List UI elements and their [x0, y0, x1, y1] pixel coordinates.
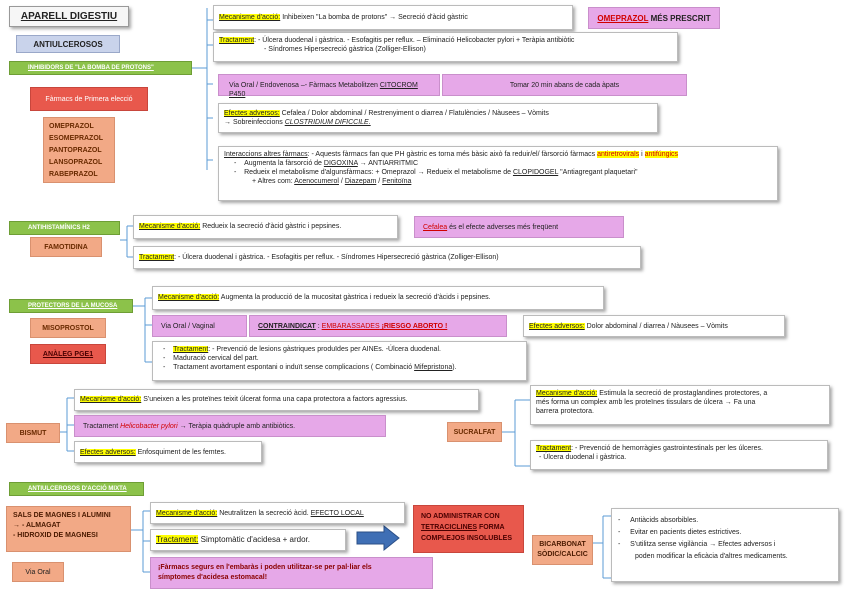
- subtitle-box: [16, 35, 120, 53]
- s1-interactions: Interaccions altres fàrmacs: - Aquests fàrmacs fan que PH gàstric es torna més bàsic això fa reduir/el/ fàrsorció fàrmacs antiretrovirals i antifúngics - Augmenta la fàrsorció de DIGOXINA → ANTIARRITMIC - Redueix el metabolisme d'algunsfàrmacs: + Omeprazol → Redueix el metabolisme de CLOPIDOGEL "Antiagregant plaquetari" + Altres com: Acenocumerol / Diazepam / Fenitoïna: [218, 146, 778, 201]
- sucralfat-treat-line2: - Úlcera duodenal i gàstrica.: [539, 454, 627, 461]
- s3-drug: [30, 318, 106, 338]
- sucralfat-treat-label: Tractament: [536, 445, 572, 452]
- s1-adv-line2-prefix: → Sobreinfeccions: [224, 119, 285, 126]
- s3-treat-label: Tractament: [173, 346, 209, 353]
- s3-treat-line3-suffix: ).: [452, 364, 457, 371]
- s1-adv-bug: CLOSTRIDIUM DIFICCILE.: [284, 119, 371, 126]
- s7-drug-line1: BICARBONAT: [539, 541, 586, 548]
- drug-omeprazol: OMEPRAZOL: [49, 123, 94, 130]
- s2-mechanism: [133, 215, 398, 239]
- s3-route-text: Via Oral / Vaginal: [161, 323, 215, 330]
- s1-inter-hl1: antiretrovirals: [597, 151, 640, 158]
- s6-drug: [6, 506, 131, 552]
- s2-mech-text: Redueix la secreció d'àcid gàstric i pepsines.: [200, 223, 342, 230]
- s1-inter-fen: Fenitoïna: [382, 178, 412, 185]
- s3-contra-mid: :: [315, 323, 322, 330]
- s6-treat-label: Tractament:: [156, 535, 199, 544]
- s1-inter-line4-prefix: + Altres com:: [252, 178, 295, 185]
- s3-header: [9, 299, 133, 313]
- arrow-icon: [357, 526, 399, 550]
- s3-mech-label: Mecanisme d'acció:: [158, 294, 220, 301]
- sucralfat-treat-line1: : - Prevenció de hemorràgies gastrointestinals per les úlceres.: [571, 445, 763, 452]
- s1-most-prescribed: [588, 7, 720, 29]
- s1-mechanism: [213, 5, 573, 30]
- s6-mech-effect: EFECTO LOCAL: [310, 510, 364, 517]
- page-title-text: APARELL DIGESTIU: [20, 11, 118, 22]
- s6-header: [9, 482, 144, 496]
- bismut-mech-text: S'uneixen a les proteïnes teixit úlcerat forma una capa protectora a factors agressius.: [141, 396, 408, 403]
- s1-treatment: [213, 32, 678, 62]
- s3-mechanism: [152, 286, 604, 310]
- bismut-treat-prefix: Tractament: [83, 423, 121, 430]
- s1-inter-and: i: [639, 151, 645, 158]
- s1-adverse: [218, 103, 658, 133]
- s2-note: [414, 216, 624, 238]
- s3-treat-line3-prefix: Tractament avortament espontani o induït sense complicacions ( Combinació: [173, 364, 415, 371]
- s3-contra-emb: EMBARASSADES: [321, 323, 380, 330]
- s3-treatment: - Tractament: - Prevenció de lesions gàstriques produïdes per AINEs. -Úlcera duodenal. - Maduració cervical del part. - Tractament avortament espontani o induït sense complicacions ( Combinació Mifepristona).: [152, 341, 527, 381]
- s1-inter-hl2: antifúngics: [644, 151, 679, 158]
- s7-bullet-1: - Antiàcids absorbibles.: [618, 517, 699, 524]
- s6-drug-line3: - HIDROXID DE MAGNESI: [13, 532, 98, 539]
- s6-treat-text: Simptomàtic d'acidesa + ardor.: [198, 535, 310, 544]
- bismut-mech-label: Mecanisme d'acció:: [80, 396, 142, 403]
- s1-drug-list: [43, 117, 115, 183]
- s6-preg-line2: símptomes d'acidesa estomacal!: [158, 574, 268, 581]
- s1-adv-line1: Cefalea / Dolor abdominal / Restrenyiment o diarrea / Flatulències / Nàusees – Vòmits: [279, 110, 549, 117]
- s6-route: [12, 562, 64, 582]
- s1-inter-sep2: /: [376, 178, 383, 185]
- s1-first-choice: [30, 87, 148, 111]
- s1-header: [9, 61, 192, 75]
- s2-drug: [30, 237, 102, 257]
- sucralfat-mech-line3: barrera protectora.: [536, 408, 594, 415]
- s7-bullet-3: - S'utilitza sense vigilància → Efectes adversos i: [618, 541, 776, 548]
- s1-inter-label: Interaccions altres fàrmacs: [224, 151, 308, 158]
- drug-pantoprazol: PANTOPRAZOL: [49, 147, 102, 154]
- s6-treatment: [150, 529, 346, 551]
- s6-warn-line2-suffix: FORMA: [477, 524, 505, 531]
- s1-inter-sep1: /: [338, 178, 345, 185]
- s1-most-drug: OMEPRAZOL: [597, 13, 649, 23]
- s1-timing: [442, 74, 687, 96]
- s3-adv-text: Dolor abdominal / diarrea / Nàusees – Vòmits: [584, 323, 728, 330]
- s6-header-text: ANTIULCEROSOS D'ACCIÓ MIXTA: [28, 486, 127, 492]
- bismut-drug-text: BISMUT: [19, 429, 47, 437]
- s1-mech-label: Mecanisme d'acció:: [219, 14, 281, 21]
- s1-inter-line3-suffix: "Antiagregant plaquetari": [558, 169, 638, 176]
- s1-header-text: INHIBIDORS DE "LA BOMBA DE PROTONS": [28, 65, 154, 71]
- s3-adv-label: Efectes adversos:: [529, 323, 585, 330]
- s6-mech-text: Neutralitzen la secreció àcid.: [217, 510, 311, 517]
- s1-route-cyp: CITOCROM P450: [229, 82, 418, 98]
- s3-contraindication: [249, 315, 507, 337]
- s3-analog: [30, 344, 106, 364]
- s3-treat-line3-drug: Mifepristona: [414, 364, 453, 371]
- s7-bullet-2: - Evitar en pacients dietes estrictives.: [618, 529, 742, 536]
- s1-route-text: Via Oral / Endovenosa –- Fàrmacs Metabolitzen: [229, 82, 380, 89]
- s1-inter-digoxina: DIGOXINA: [323, 160, 358, 167]
- s6-mech-label: Mecanisme d'acció:: [156, 510, 218, 517]
- s1-mech-text: Inhibeixen "La bomba de protons" → Secreció d'àcid gàstric: [280, 14, 468, 21]
- s2-header: [9, 221, 120, 235]
- sucralfat-mechanism: [530, 385, 830, 425]
- bismut-treat-bug: Helicobacter pylori: [120, 423, 178, 430]
- s6-pregnancy: [150, 557, 433, 589]
- bismut-adv-text: Enfosquiment de les femtes.: [135, 449, 226, 456]
- s3-treat-line1: : - Prevenció de lesions gàstriques produïdes per AINEs. -Úlcera duodenal.: [208, 346, 441, 353]
- drug-esomeprazol: ESOMEPRAZOL: [49, 135, 104, 142]
- s2-treatment: [133, 246, 641, 269]
- s7-bullets: [611, 508, 839, 582]
- bismut-drug: [6, 423, 60, 443]
- s1-timing-text: Tomar 20 min abans de cada àpats: [509, 81, 620, 89]
- s2-mech-label: Mecanisme d'acció:: [139, 223, 201, 230]
- s1-inter-clopidogel: CLOPIDOGEL: [512, 169, 559, 176]
- s6-warn-drug: TETRACICLINES: [421, 524, 477, 531]
- s1-inter-line1: : - Aquests fàrmacs fan que PH gàstric es torna més bàsic això fa reduir/el/ fàrsorció fàrmacs: [307, 151, 598, 158]
- page-title: [9, 6, 129, 27]
- subtitle-text: ANTIULCEROSOS: [33, 39, 103, 49]
- s2-header-text: ANTIHISTAMÍNICS H2: [28, 225, 90, 231]
- bismut-adv-label: Efectes adversos:: [80, 449, 136, 456]
- sucralfat-drug-text: SUCRALFAT: [453, 428, 496, 436]
- s7-bullet-1-text: Antiàcids absorbibles.: [630, 517, 699, 524]
- s6-mechanism: [150, 502, 405, 524]
- sucralfat-drug: [447, 422, 502, 442]
- s2-drug-text: FAMOTIDINA: [44, 243, 88, 251]
- s6-drug-line1: SALS DE MAGNES I ALUMINI: [13, 512, 111, 519]
- s3-mech-text: Augmenta la producció de la mucositat gàstrica i redueix la secreció d'àcids i pepsines.: [219, 294, 491, 301]
- s1-treat-line2: - Síndromes Hipersecreció gàstrica (Zolliger-Ellison): [264, 46, 426, 53]
- s1-treat-line1: : - Úlcera duodenal i gàstrica. - Esofagitis per reflux. – Eliminació Helicobacter pylori + Teràpia antibiòtic: [254, 37, 575, 44]
- s6-warn-line3: COMPLEJOS INSOLUBLES: [421, 535, 513, 542]
- sucralfat-mech-label: Mecanisme d'acció:: [536, 390, 598, 397]
- s1-inter-aceno: Acenocumerol: [294, 178, 339, 185]
- s1-inter-line2-suffix: → ANTIARRITMIC: [357, 160, 419, 167]
- s7-bullet-3-text: S'utilitza sense vigilància → Efectes adversos i: [630, 541, 776, 548]
- s3-analog-text: ANÀLEG PGE1: [42, 350, 94, 358]
- sucralfat-mech-line1: Estimula la secreció de prostaglandines protectores, a: [597, 390, 768, 397]
- s1-treat-label: Tractament: [219, 37, 255, 44]
- s2-note-text: és el efecte adverses més freqüent: [447, 224, 559, 231]
- s3-drug-text: MISOPROSTOL: [42, 324, 94, 332]
- s1-inter-line2-prefix: Augmenta la fàrsorció de: [244, 160, 324, 167]
- s1-adv-label: Efectes adversos:: [224, 110, 280, 117]
- s7-drug-line2: SÒDIC/CALCIC: [537, 551, 588, 558]
- s1-inter-line3-prefix: Redueix el metabolisme d'algunsfàrmacs: + Omeprazol → Redueix el metabolisme de: [244, 169, 513, 176]
- drug-lansoprazol: LANSOPRAZOL: [49, 159, 103, 166]
- drug-rabeprazol: RABEPRAZOL: [49, 171, 98, 178]
- s3-contra-label: CONTRAINDICAT: [258, 323, 316, 330]
- s1-most-text: MÉS PRESCRIT: [648, 13, 711, 23]
- s3-treat-line2: Maduració cervical del part.: [173, 355, 259, 362]
- s6-route-text: Via Oral: [25, 568, 51, 576]
- s6-drug-line2: → - ALMAGAT: [13, 522, 61, 529]
- s3-contra-abort: ¡RIESGO ABORTO !: [379, 323, 448, 330]
- s3-adverse: [523, 315, 785, 337]
- s7-bullet-2-text: Evitar en pacients dietes estrictives.: [630, 529, 742, 536]
- s6-preg-line1: ¡Fàrmacs segurs en l'embaràs i poden utilitzar-se per pal·liar els: [158, 564, 372, 571]
- s3-header-text: PROTECTORS DE LA MUCOSA: [28, 303, 118, 309]
- s1-route: [218, 74, 440, 96]
- s1-first-choice-text: Fàrmacs de Primera elecció: [45, 95, 133, 103]
- bismut-adverse: [74, 441, 262, 463]
- sucralfat-mech-line2: més forma un complex amb les proteïnes tissulars de úlcera → Fa una: [536, 399, 756, 406]
- s6-warn-line1: NO ADMINISTRAR CON: [421, 513, 500, 520]
- bismut-treat-suffix: → Teràpia quàdruple amb antibiòtics.: [177, 423, 296, 430]
- s2-note-word: Cefalea: [423, 224, 448, 231]
- s1-inter-diaz: Diazepam: [344, 178, 377, 185]
- bismut-treatment: [74, 415, 386, 437]
- s6-warning: [413, 505, 524, 553]
- s3-route: [152, 315, 247, 337]
- s7-bullet-4: [618, 551, 832, 563]
- s2-treat-text: : - Úlcera duodenal i gàstrica. - Esofagitis per reflux. - Síndromes Hipersecreció gàstrica (Zolliger-Ellison): [174, 254, 499, 261]
- bismut-mechanism: [74, 389, 479, 411]
- sucralfat-treatment: [530, 440, 828, 470]
- s7-bullet-4-text: poden modificar la eficàcia d'altres medicaments.: [635, 553, 788, 560]
- s7-drug: [532, 535, 593, 565]
- s2-treat-label: Tractament: [139, 254, 175, 261]
